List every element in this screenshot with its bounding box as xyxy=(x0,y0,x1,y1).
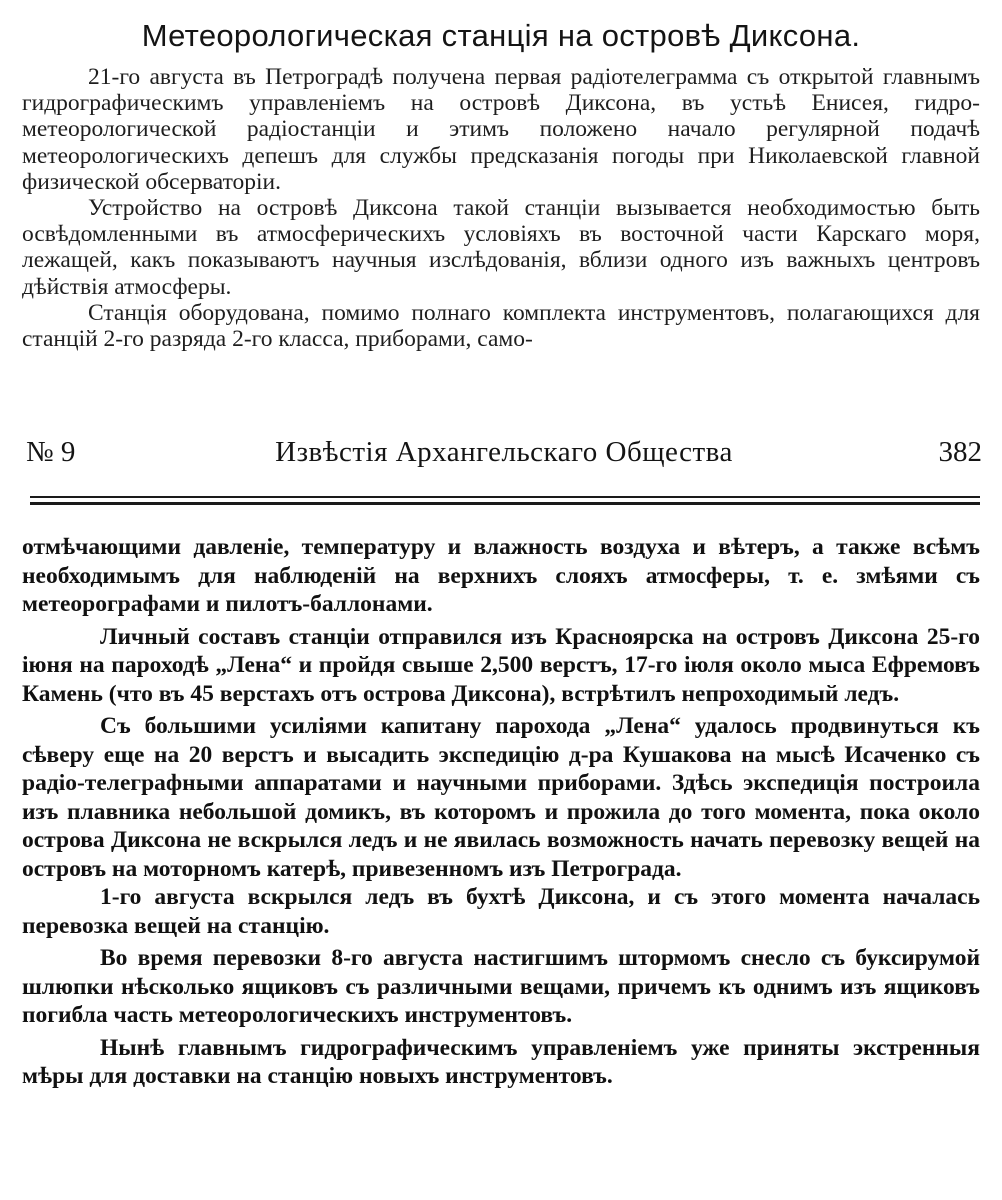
paragraph: отмѣчающими давленіе, температуру и влажность воздуха и вѣтеръ, а также всѣмъ необходимымъ для наблюденій на верхнихъ слояхъ атмосферы, т. е. змѣями съ метеорографами и пилотъ-баллонами. xyxy=(22,534,980,617)
page-number: 382 xyxy=(938,436,982,468)
issue-number: № 9 xyxy=(26,436,76,468)
header-rule xyxy=(30,502,980,505)
paragraph: Во время перевозки 8-го августа настигшимъ штормомъ снесло съ буксирумой шлюпки нѣсколько ящиковъ съ различными вещами, причемъ къ однимъ изъ ящиковъ погибла часть метеорологическихъ инструментовъ. xyxy=(22,945,980,1028)
header-rule xyxy=(30,496,980,498)
paragraph: Нынѣ главнымъ гидрографическимъ управленіемъ уже приняты экстренныя мѣры для доставки на станцію новыхъ инструментовъ. xyxy=(22,1034,980,1089)
article-body-bottom xyxy=(22,533,980,1091)
paragraph: Съ большими усиліями капитану парохода „Лена“ удалось продвинуться къ сѣверу еще на 20 верстъ и высадить экспедицію д-ра Кушакова на мысѣ Исаченко съ радіо-телеграфными аппаратами и научными приборами. Здѣсь экспедиція построила изъ плавника небольшой домикъ, въ которомъ и прожила до того момента, пока около острова Диксона не вскрылся ледъ и не явилась возможность начать перевозку вещей на островъ на моторномъ катерѣ, привезенномъ изъ Петрограда. xyxy=(22,713,980,882)
article-body-top xyxy=(22,64,980,352)
article-title: Метеорологическая станція на островѣ Диксона. xyxy=(141,18,861,53)
paragraph: 21-го августа въ Петроградѣ получена первая радіотелеграмма съ открытой главнымъ гидрографическимъ управленіемъ на островѣ Диксона, въ устьѣ Енисея, гидро-метеорологической радіостанціи и этимъ положено начало регулярной подачѣ метеорологическихъ депешъ для службы предсказанія погоды при Николаевской главной физической обсерваторіи. xyxy=(22,64,980,195)
paragraph: 1-го августа вскрылся ледъ въ бухтѣ Диксона, и съ этого момента началась перевозка вещей на станцію. xyxy=(22,884,980,939)
journal-title: Извѣстія Архангельскаго Общества xyxy=(275,436,733,468)
paragraph: Устройство на островѣ Диксона такой станціи вызывается необходимостью быть освѣдомленными въ атмосферическихъ условіяхъ въ восточной части Карскаго моря, лежащей, какъ показываютъ научныя изслѣдованія, вблизи одного изъ важныхъ центровъ дѣйствія атмосферы. xyxy=(22,195,980,300)
paragraph: Станція оборудована, помимо полнаго комплекта инструментовъ, полагающихся для станцій 2-го разряда 2-го класса, приборами, само- xyxy=(22,299,980,353)
running-head xyxy=(26,432,982,472)
paragraph: Личный составъ станціи отправился изъ Красноярска на островъ Диксона 25-го іюня на пароходѣ „Лена“ и пройдя свыше 2,500 верстъ, 17-го іюля около мыса Ефремовъ Камень (что въ 45 верстахъ отъ острова Диксона), встрѣтилъ непроходимый ледъ. xyxy=(22,623,980,707)
